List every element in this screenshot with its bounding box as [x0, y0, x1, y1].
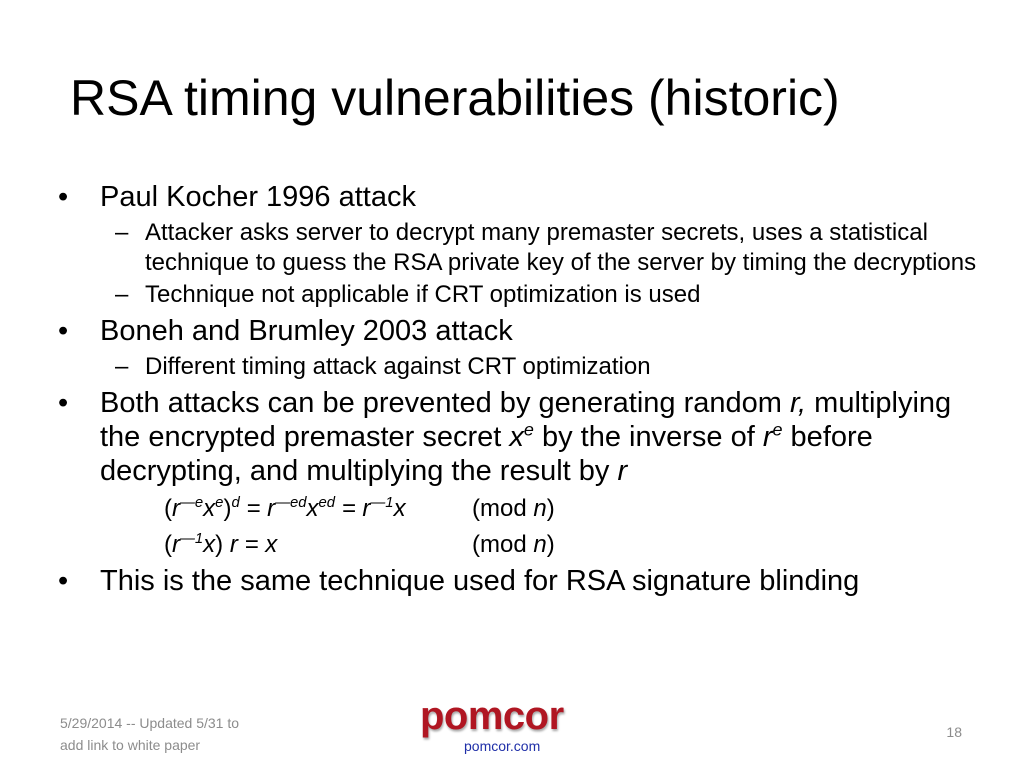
exponent: —e [180, 495, 204, 511]
sub-bullet-text: Different timing attack against CRT optimization [145, 353, 651, 380]
equation-mod [472, 530, 555, 560]
bullet-text-part: multiplying the encrypted premaster secret [100, 387, 952, 453]
bullet-text-part: by the inverse of [533, 421, 763, 453]
sub-bullet-item [58, 218, 988, 278]
dash-icon: – [115, 353, 129, 380]
paren: ) [546, 531, 555, 558]
equation-lhs [164, 530, 277, 560]
exponent: ed [318, 495, 336, 511]
bullet-dot-icon: • [58, 565, 69, 597]
logo-url: pomcor.com [464, 738, 541, 754]
var-x: x [203, 531, 216, 558]
bullet-item-blinding [58, 386, 988, 488]
footer-date-line: add link to white paper [60, 737, 201, 753]
var-x: x [203, 495, 216, 522]
slide-body [58, 180, 988, 602]
dash-icon: – [115, 219, 129, 246]
logo-wordmark: pomcor [420, 694, 564, 738]
equation-mod [472, 494, 555, 524]
dash-icon: – [115, 281, 129, 308]
mod-label: (mod [472, 495, 534, 522]
bullet-item [58, 314, 988, 348]
var-n: n [533, 495, 547, 522]
exponent: e [215, 495, 224, 511]
var-r: r [617, 455, 628, 487]
paren: ( [164, 531, 172, 558]
var-r: r [362, 495, 371, 522]
equation-2 [58, 524, 988, 560]
bullet-text: Boneh and Brumley 2003 attack [100, 315, 513, 347]
equation-lhs [164, 494, 406, 524]
var-x: x [509, 421, 524, 453]
mod-label: (mod [472, 531, 534, 558]
bullet-group-kocher [58, 180, 988, 310]
exp-e: e [772, 419, 783, 440]
var-n: n [533, 531, 547, 558]
var-r: r, [790, 387, 807, 419]
bullet-group-boneh [58, 314, 988, 382]
var-r: r [172, 495, 180, 522]
bullet-text: This is the same technique used for RSA signature blinding [100, 565, 860, 597]
sub-bullet-text: Technique not applicable if CRT optimization is used [145, 281, 701, 308]
paren: ) [223, 495, 232, 522]
sub-bullet-text: Attacker asks server to decrypt many premaster secrets, uses a statistical technique to guess the RSA private key of the server by timing the decryptions [145, 219, 977, 276]
exponent: d [231, 495, 240, 511]
page-number: 18 [946, 724, 962, 740]
sub-bullet-item [58, 280, 988, 310]
var-r: r [267, 495, 276, 522]
paren: ) [215, 531, 230, 558]
equation-1 [58, 488, 988, 524]
exp-e: e [523, 419, 534, 440]
bullet-text: Paul Kocher 1996 attack [100, 181, 416, 213]
footer-date [60, 712, 300, 756]
var-r: r [762, 421, 773, 453]
bullet-dot-icon: • [58, 387, 69, 419]
bullet-dot-icon: • [58, 181, 69, 213]
var-x: x [393, 495, 406, 522]
bullet-item [58, 180, 988, 214]
equals: = [239, 495, 268, 522]
slide-title: RSA timing vulnerabilities (historic) [70, 70, 840, 126]
exponent: —1 [370, 495, 394, 511]
footer-date-line: 5/29/2014 -- Updated 5/31 to [60, 715, 240, 731]
paren: ( [164, 495, 172, 522]
equals: = [335, 495, 363, 522]
sub-bullet-item [58, 352, 988, 382]
pomcor-logo [420, 694, 600, 760]
bullet-text-part: Both attacks can be prevented by generating random [100, 387, 790, 419]
var-x: x [306, 495, 319, 522]
var-r: r [172, 531, 180, 558]
bullet-item [58, 564, 988, 598]
exponent: —ed [275, 495, 307, 511]
var-r: r [229, 531, 238, 558]
bullet-dot-icon: • [58, 315, 69, 347]
paren: ) [546, 495, 555, 522]
exponent: —1 [180, 531, 204, 547]
bullet-text-part: before decrypting, and multiplying the result by [100, 421, 873, 487]
equals: = [237, 531, 266, 558]
var-x: x [265, 531, 278, 558]
